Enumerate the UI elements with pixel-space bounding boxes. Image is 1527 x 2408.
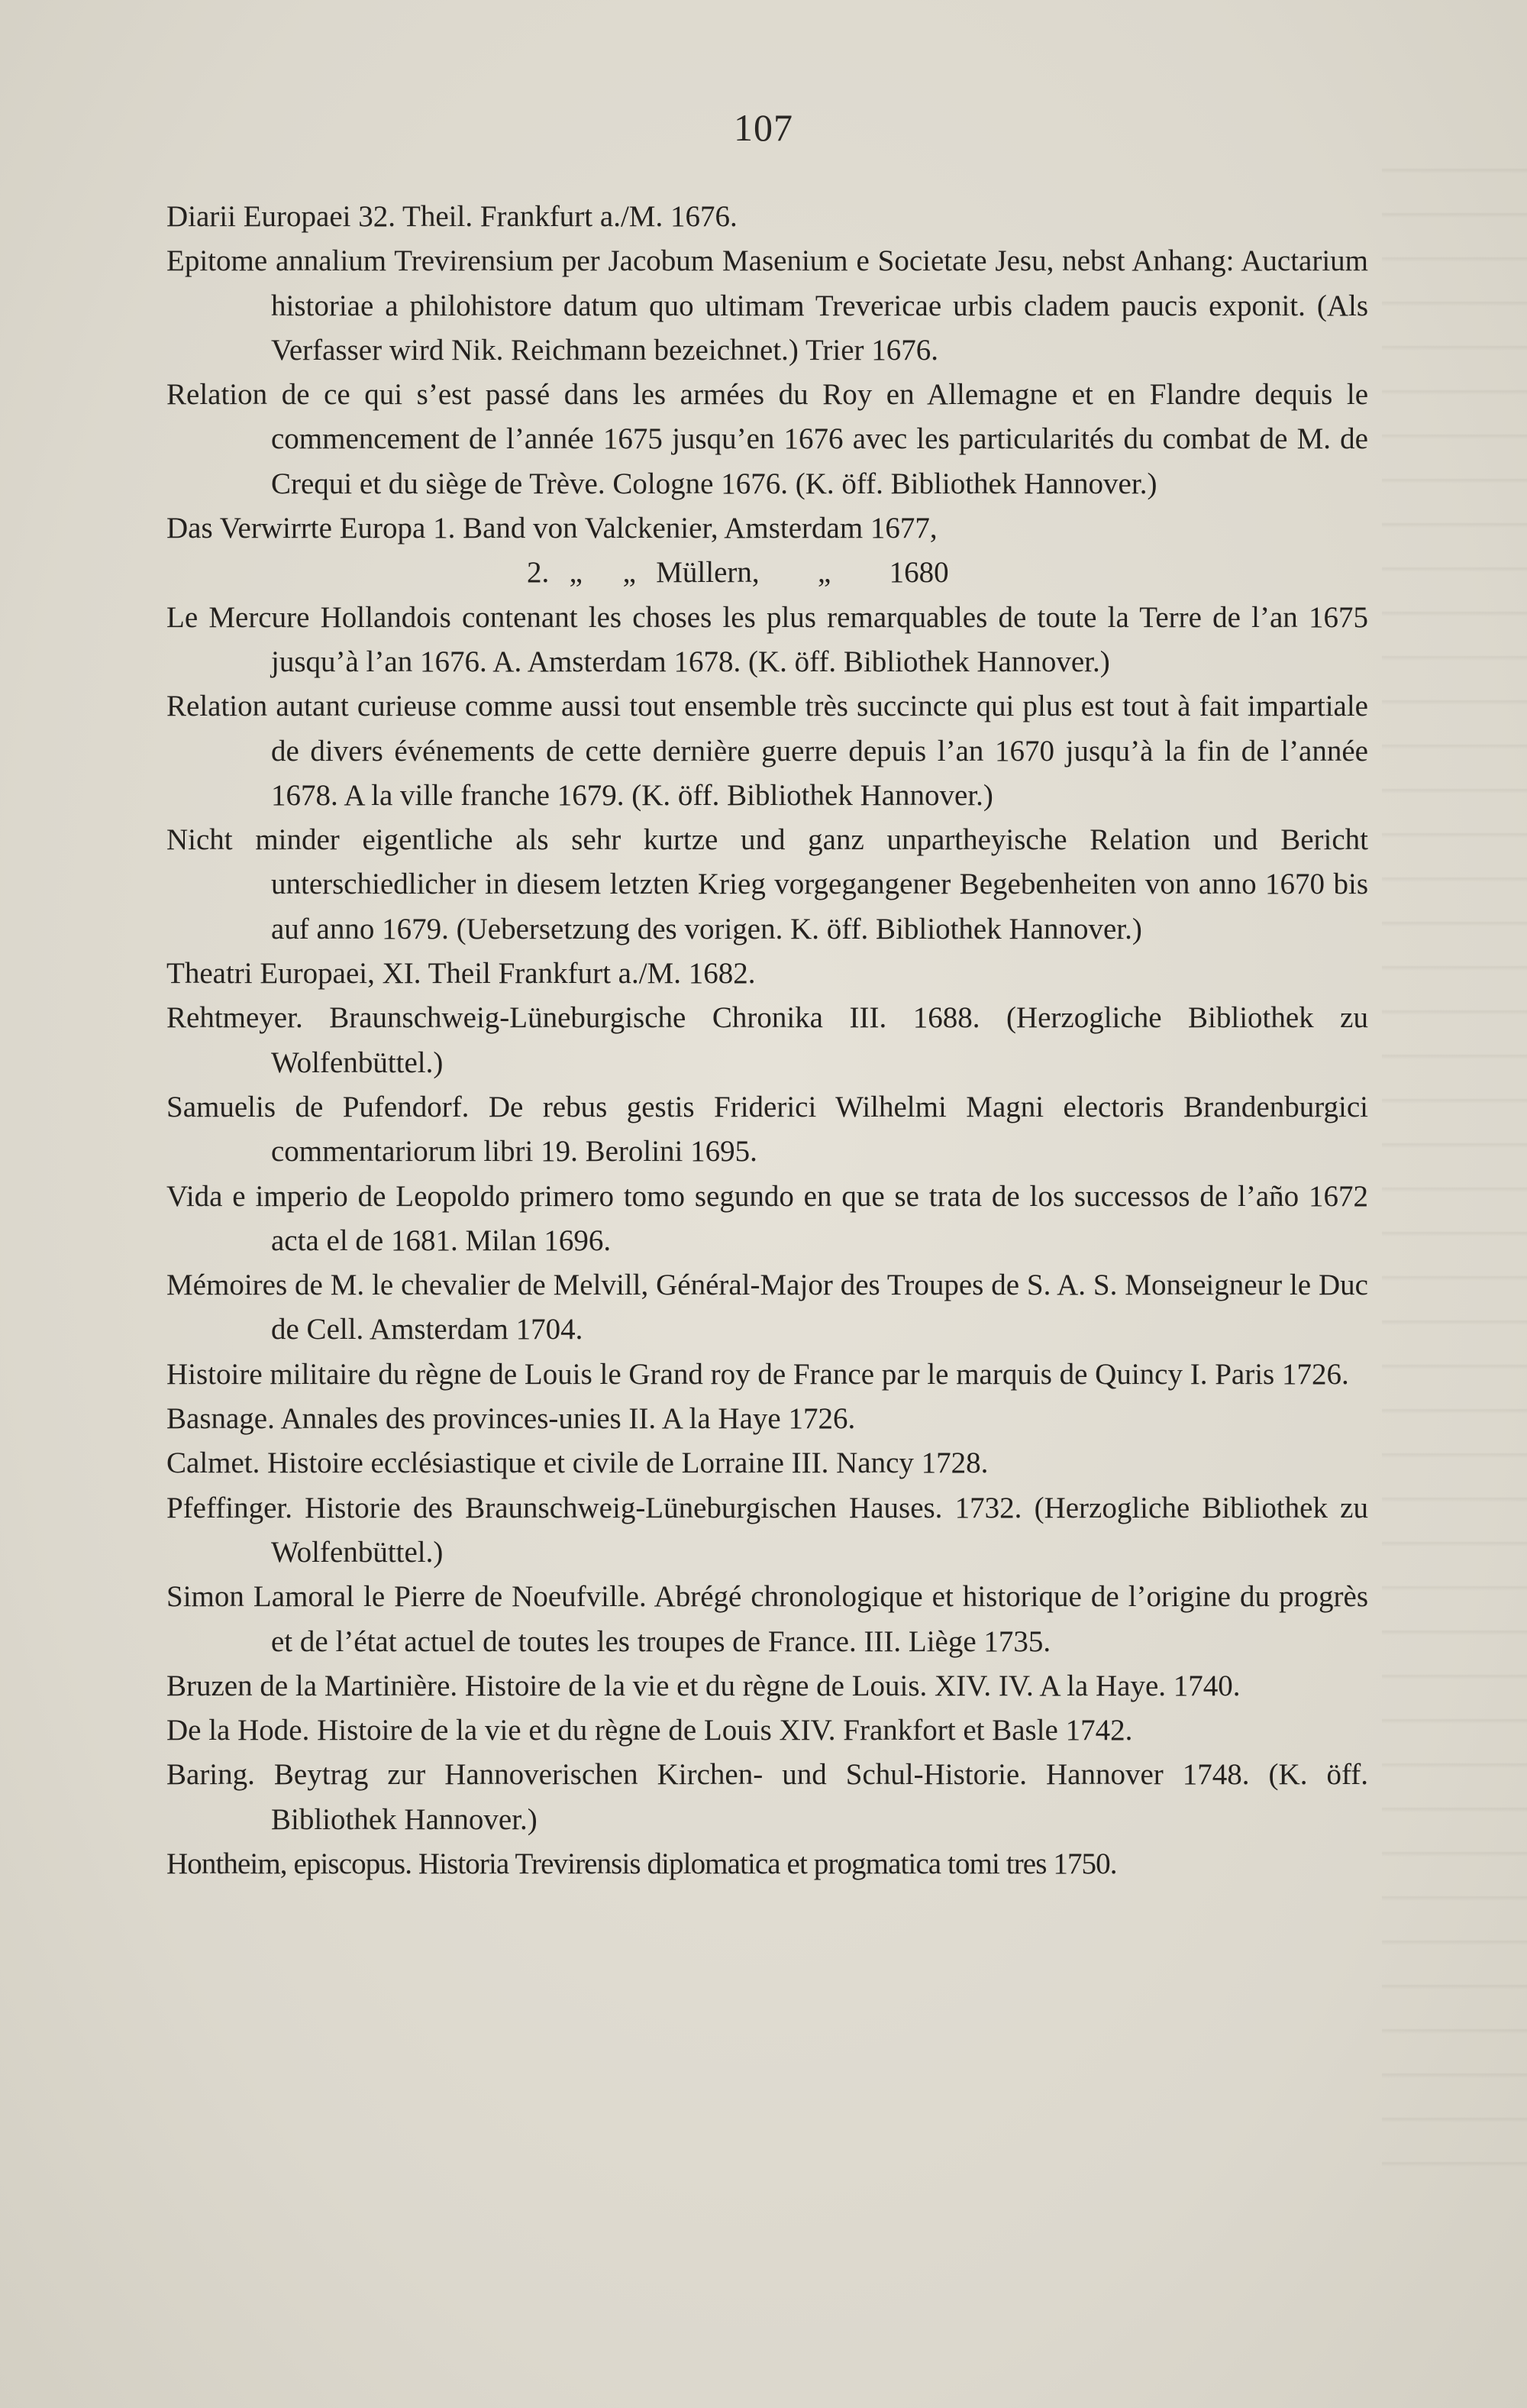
ditto-volume-number: 2. (527, 556, 550, 590)
ditto-mark: „ (818, 556, 831, 590)
bibliography-entry: Samuelis de Pufendorf. De rebus gestis Friderici Wilhelmi Magni electoris Brandenburgici commentariorum libri 19. Berolini 1695. (166, 1090, 1368, 1168)
ditto-author: Müllern, (656, 556, 760, 590)
show-through-shadow (1382, 137, 1527, 2200)
bibliography-entry: Rehtmeyer. Braunschweig-Lüneburgische Chronika III. 1688. (Herzogliche Bibliothek zu Wolfenbüttel.) (166, 1001, 1368, 1079)
bibliography-entry: Das Verwirrte Europa 1. Band von Valckenier, Amsterdam 1677, (166, 512, 938, 545)
page-number: 107 (734, 106, 793, 149)
bibliography-entry: Vida e imperio de Leopoldo primero tomo segundo en que se trata de los successos de l’año 1672 acta el de 1681. Milan 1696. (166, 1179, 1368, 1257)
ditto-mark: „ (622, 556, 636, 590)
ditto-entry (166, 551, 1368, 595)
bibliography-entry: Nicht minder eigentliche als sehr kurtze und ganz unpartheyische Relation und Bericht unterschiedlicher in diesem letzten Krieg vorgegangener Begebenheiten von anno 1670 bis auf anno 1679. (Uebersetzung des vorigen. K. öff. Bibliothek Hannover.) (166, 823, 1368, 945)
bibliography-entry: Pfeffinger. Historie des Braunschweig-Lüneburgischen Hauses. 1732. (Herzogliche Bibliothek zu Wolfenbüttel.) (166, 1491, 1368, 1569)
bibliography-entry: Mémoires de M. le chevalier de Melvill, Général-Major des Troupes de S. A. S. Monseigneur le Duc de Cell. Amsterdam 1704. (166, 1269, 1368, 1346)
bibliography-entry: De la Hode. Histoire de la vie et du règne de Louis XIV. Frankfort et Basle 1742. (166, 1714, 1133, 1747)
bibliography-entry: Relation autant curieuse comme aussi tout ensemble très succincte qui plus est tout à fait impartiale de divers événements de cette dernière guerre depuis l’an 1670 jusqu’à la fin de l’année 1678. A la ville franche 1679. (K. öff. Bibliothek Hannover.) (166, 690, 1368, 812)
bibliography-entry: Le Mercure Hollandois contenant les choses les plus remarquables de toute la Terre de l’an 1675 jusqu’à l’an 1676. A. Amsterdam 1678. (K. öff. Bibliothek Hannover.) (166, 600, 1368, 678)
bibliography-entry: Simon Lamoral le Pierre de Noeufville. Abrégé chronologique et historique de l’origine du progrès et de l’état actuel de toutes les troupes de France. III. Liège 1735. (166, 1580, 1368, 1658)
bibliography-entry: Theatri Europaei, XI. Theil Frankfurt a./M. 1682. (166, 957, 756, 991)
bibliography-entry: Diarii Europaei 32. Theil. Frankfurt a./M. 1676. (166, 200, 738, 233)
bibliography-entry: Baring. Beytrag zur Hannoverischen Kirchen- und Schul-Historie. Hannover 1748. (K. öff. Bibliothek Hannover.) (166, 1758, 1368, 1836)
ditto-year: 1680 (889, 556, 949, 590)
bibliography-entry: Epitome annalium Trevirensium per Jacobum Masenium e Societate Jesu, nebst Anhang: Auctarium historiae a philohistore datum quo ultimam Trevericae urbis cladem paucis exponit. (Als Verfasser wird Nik. Reichmann bezeichnet.) Trier 1676. (166, 244, 1368, 367)
bibliography-entry: Histoire militaire du règne de Louis le Grand roy de France par le marquis de Quincy I. Paris 1726. (166, 1357, 1349, 1391)
bibliography-entry: Basnage. Annales des provinces-unies II. A la Haye 1726. (166, 1402, 856, 1436)
bibliography-list (166, 195, 1368, 1886)
bibliography-entry: Hontheim, episcopus. Historia Trevirensis diplomatica et progmatica tomi tres 1750. (166, 1847, 1117, 1880)
bibliography-entry: Relation de ce qui s’est passé dans les armées du Roy en Allemagne et en Flandre dequis le commencement de l’année 1675 jusqu’en 1676 avec les particularités du combat de M. de Crequi et du siège de Trève. Cologne 1676. (K. öff. Bibliothek Hannover.) (166, 378, 1368, 500)
ditto-mark: „ (569, 556, 583, 590)
bibliography-entry: Calmet. Histoire ecclésiastique et civile de Lorraine III. Nancy 1728. (166, 1446, 989, 1480)
bibliography-entry: Bruzen de la Martinière. Histoire de la vie et du règne de Louis. XIV. IV. A la Haye. 1740. (166, 1669, 1241, 1702)
